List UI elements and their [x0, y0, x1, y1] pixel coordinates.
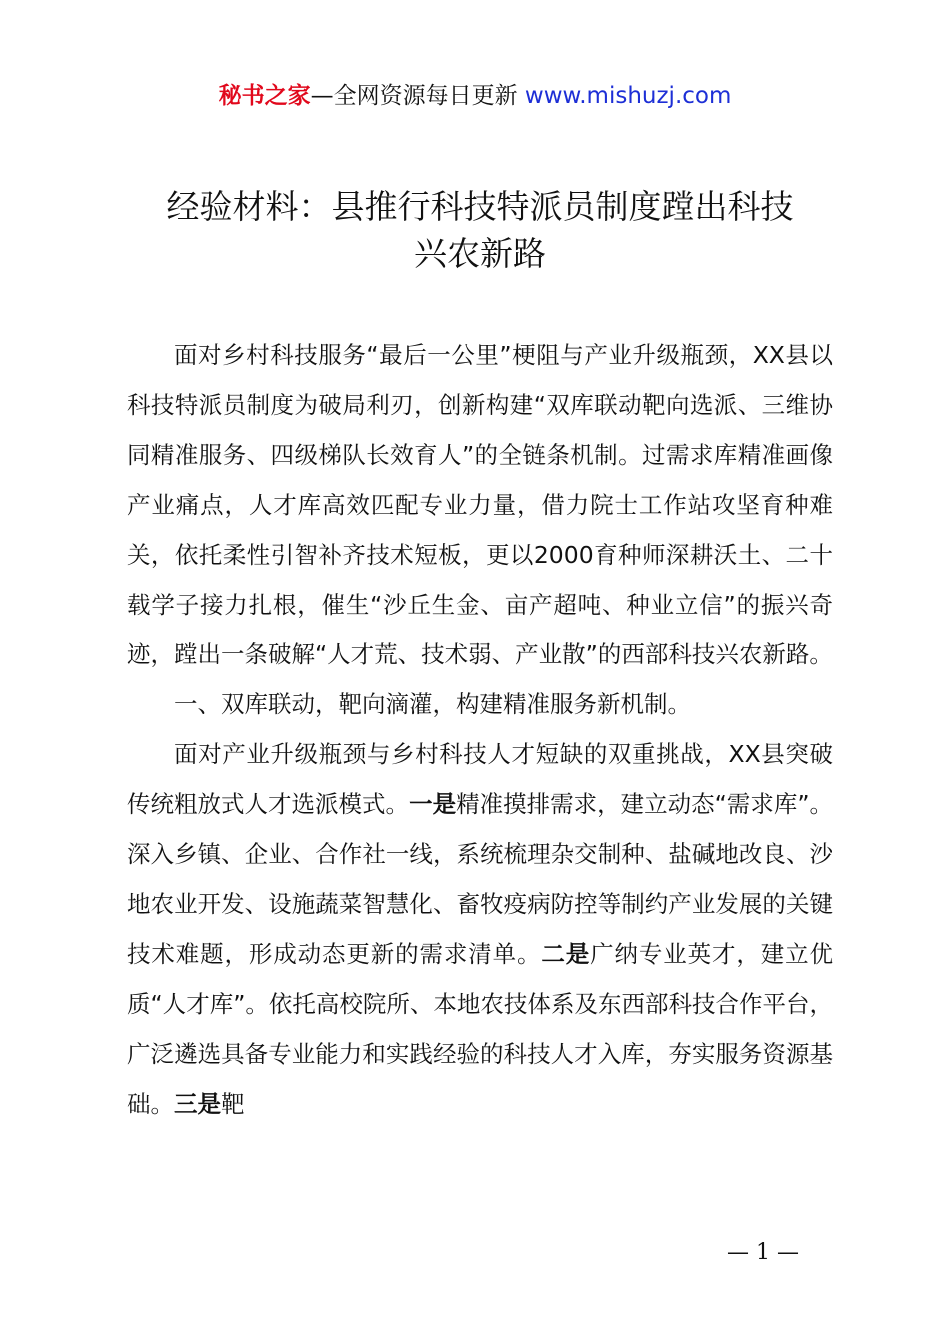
header-tagline: —全网资源每日更新	[310, 83, 518, 109]
section-heading-1: 一、双库联动，靶向滴灌，构建精准服务新机制。	[174, 690, 691, 719]
point-2-text: 广纳专业英才，建立优质“人才库”。依托高校院所、本地农技体系及东西部科技合作平台，广泛遴选具备专业能力和实践经验的科技人才入库，夯实服务资源基础。	[127, 939, 833, 1118]
point-1-text: 精准摸排需求，建立动态“需求库”。深入乡镇、企业、合作社一线，系统梳理杂交制种、盐碱地改良、沙地农业开发、设施蔬菜智慧化、畜牧疫病防控等制约产业发展的关键技术难题，形成动态更新的需求清单。	[127, 790, 834, 968]
site-header	[0, 78, 950, 114]
point-3-label: 三是	[174, 1089, 221, 1118]
point-2-label: 二是	[541, 939, 591, 968]
paragraph-intro-text: 面对产业升级瓶颈与乡村科技人才短缺的双重挑战，XX县突破传统粗放式人才选派模式。	[127, 740, 833, 819]
header-url-link[interactable]: www.mishuzj.com	[524, 83, 732, 109]
header-brand: 秘书之家	[218, 83, 311, 109]
document-title-line-1: 经验材料：县推行科技特派员制度蹚出科技	[166, 187, 794, 226]
document-body	[127, 331, 833, 1130]
section-1-paragraph	[127, 730, 833, 1129]
point-3-text: 靶	[221, 1089, 245, 1118]
page-number: — 1 —	[727, 1240, 799, 1265]
document-title-line-2: 兴农新路	[414, 234, 546, 273]
document-title	[110, 183, 850, 277]
point-1-label: 一是	[409, 790, 457, 819]
intro-paragraph: 面对乡村科技服务“最后一公里”梗阻与产业升级瓶颈，XX县以科技特派员制度为破局利刃，创新构建“双库联动靶向选派、三维协同精准服务、四级梯队长效育人”的全链条机制。过需求库精准画像产业痛点，人才库高效匹配专业力量，借力院士工作站攻坚育种难关，依托柔性引智补齐技术短板，更以2000育种师深耕沃土、二十载学子接力扎根，催生“沙丘生金、亩产超吨、种业立信”的振兴奇迹，蹚出一条破解“人才荒、技术弱、产业散”的西部科技兴农新路。	[127, 341, 833, 669]
